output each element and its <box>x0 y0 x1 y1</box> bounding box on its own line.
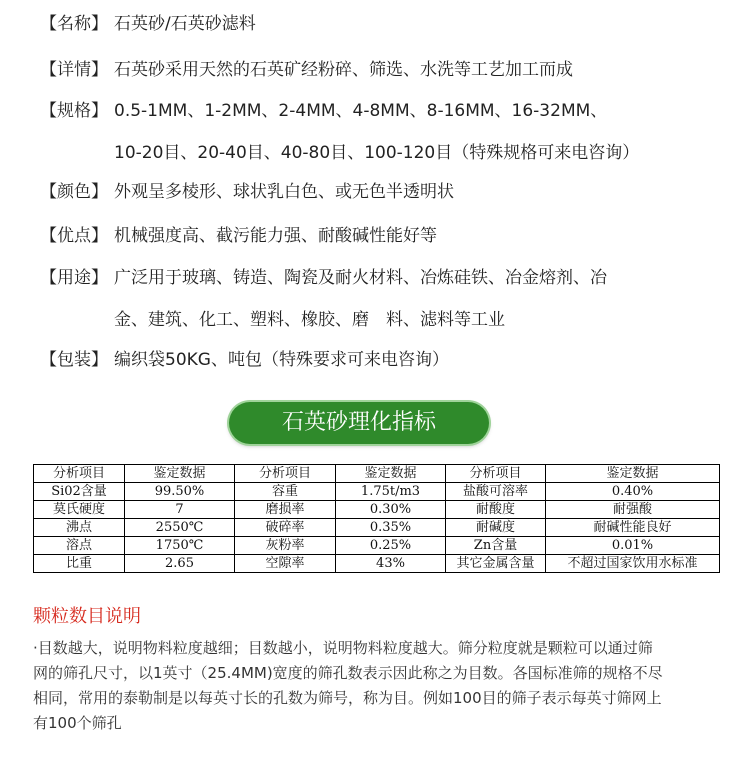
table-cell: 耐酸度 <box>446 501 546 519</box>
spec-row-color <box>40 180 454 204</box>
table-cell: 其它金属含量 <box>446 555 546 573</box>
spec-value: 编织袋50KG、吨包（特殊要求可来电咨询） <box>114 350 449 370</box>
table-header-cell: 鉴定数据 <box>125 465 235 483</box>
table-row <box>34 519 720 537</box>
spec-value: 0.5-1MM、1-2MM、2-4MM、4-8MM、8-16MM、16-32MM、 <box>114 101 608 121</box>
table-cell: 耐强酸 <box>546 501 720 519</box>
table-cell: 7 <box>125 501 235 519</box>
spec-row-size <box>40 99 607 123</box>
spec-value-continued: 金、建筑、化工、塑料、橡胶、磨 料、滤料等工业 <box>114 310 505 330</box>
explain-line: ·目数越大，说明物料粒度越细；目数越小，说明物料粒度越大。筛分粒度就是颗粒可以通过筛 <box>33 639 653 657</box>
table-cell: 1750℃ <box>125 537 235 555</box>
spec-value: 石英砂采用天然的石英矿经粉碎、筛选、水洗等工艺加工而成 <box>114 60 573 80</box>
spec-row-usage <box>40 266 607 290</box>
spec-label: 【颜色】 <box>40 182 108 202</box>
spec-label: 【优点】 <box>40 226 108 246</box>
spec-row-name <box>40 12 256 36</box>
table-cell: 耐碱性能良好 <box>546 519 720 537</box>
table-cell: 43% <box>336 555 446 573</box>
table-cell: 莫氏硬度 <box>34 501 125 519</box>
table-row <box>34 501 720 519</box>
spec-value: 石英砂/石英砂滤料 <box>114 14 256 34</box>
table-header-cell: 分析项目 <box>446 465 546 483</box>
table-cell: 0.35% <box>336 519 446 537</box>
spec-value: 机械强度高、截污能力强、耐酸碱性能好等 <box>114 226 437 246</box>
table-cell: 容重 <box>235 483 336 501</box>
table-header-cell: 鉴定数据 <box>336 465 446 483</box>
table-cell: 0.40% <box>546 483 720 501</box>
spec-value-continued: 10-20目、20-40目、40-80目、100-120目（特殊规格可来电咨询） <box>114 143 640 163</box>
table-cell: 2.65 <box>125 555 235 573</box>
table-cell: 0.30% <box>336 501 446 519</box>
table-cell: 溶点 <box>34 537 125 555</box>
section-banner: 石英砂理化指标 <box>229 402 489 444</box>
table-row <box>34 537 720 555</box>
table-header-cell: 分析项目 <box>235 465 336 483</box>
table-header-cell: 分析项目 <box>34 465 125 483</box>
table-cell: Zn含量 <box>446 537 546 555</box>
spec-row-detail <box>40 58 573 82</box>
spec-label: 【用途】 <box>40 268 108 288</box>
table-row <box>34 483 720 501</box>
spec-row-package <box>40 348 449 372</box>
table-row <box>34 555 720 573</box>
explain-line: 有100个筛孔 <box>33 714 122 732</box>
table-cell: 0.25% <box>336 537 446 555</box>
spec-label: 【规格】 <box>40 101 108 121</box>
table-cell: Si02含量 <box>34 483 125 501</box>
table-cell: 灰粉率 <box>235 537 336 555</box>
table-header-row <box>34 465 720 483</box>
spec-label: 【包装】 <box>40 350 108 370</box>
explain-line: 相同，常用的泰勒制是以每英寸长的孔数为筛号，称为目。例如100目的筛子表示每英寸筛网上 <box>33 689 662 707</box>
spec-value: 广泛用于玻璃、铸造、陶瓷及耐火材料、冶炼硅铁、冶金熔剂、冶 <box>114 268 607 288</box>
table-cell: 不超过国家饮用水标准 <box>546 555 720 573</box>
table-header-cell: 鉴定数据 <box>546 465 720 483</box>
table-cell: 比重 <box>34 555 125 573</box>
spec-label: 【详情】 <box>40 60 108 80</box>
table-cell: 盐酸可溶率 <box>446 483 546 501</box>
table-cell: 空隙率 <box>235 555 336 573</box>
explain-title: 颗粒数目说明 <box>33 606 141 627</box>
explain-paragraph <box>33 636 723 736</box>
index-table <box>33 464 720 573</box>
spec-row-advantage <box>40 224 437 248</box>
table-cell: 磨损率 <box>235 501 336 519</box>
explain-line: 网的筛孔尺寸，以1英寸（25.4MM)宽度的筛孔数表示因此称之为目数。各国标准筛的规格不尽 <box>33 664 663 682</box>
spec-value: 外观呈多棱形、球状乳白色、或无色半透明状 <box>114 182 454 202</box>
table-cell: 1.75t/m3 <box>336 483 446 501</box>
spec-label: 【名称】 <box>40 14 108 34</box>
table-cell: 0.01% <box>546 537 720 555</box>
table-cell: 破碎率 <box>235 519 336 537</box>
table-cell: 99.50% <box>125 483 235 501</box>
table-cell: 2550℃ <box>125 519 235 537</box>
table-cell: 沸点 <box>34 519 125 537</box>
table-cell: 耐碱度 <box>446 519 546 537</box>
